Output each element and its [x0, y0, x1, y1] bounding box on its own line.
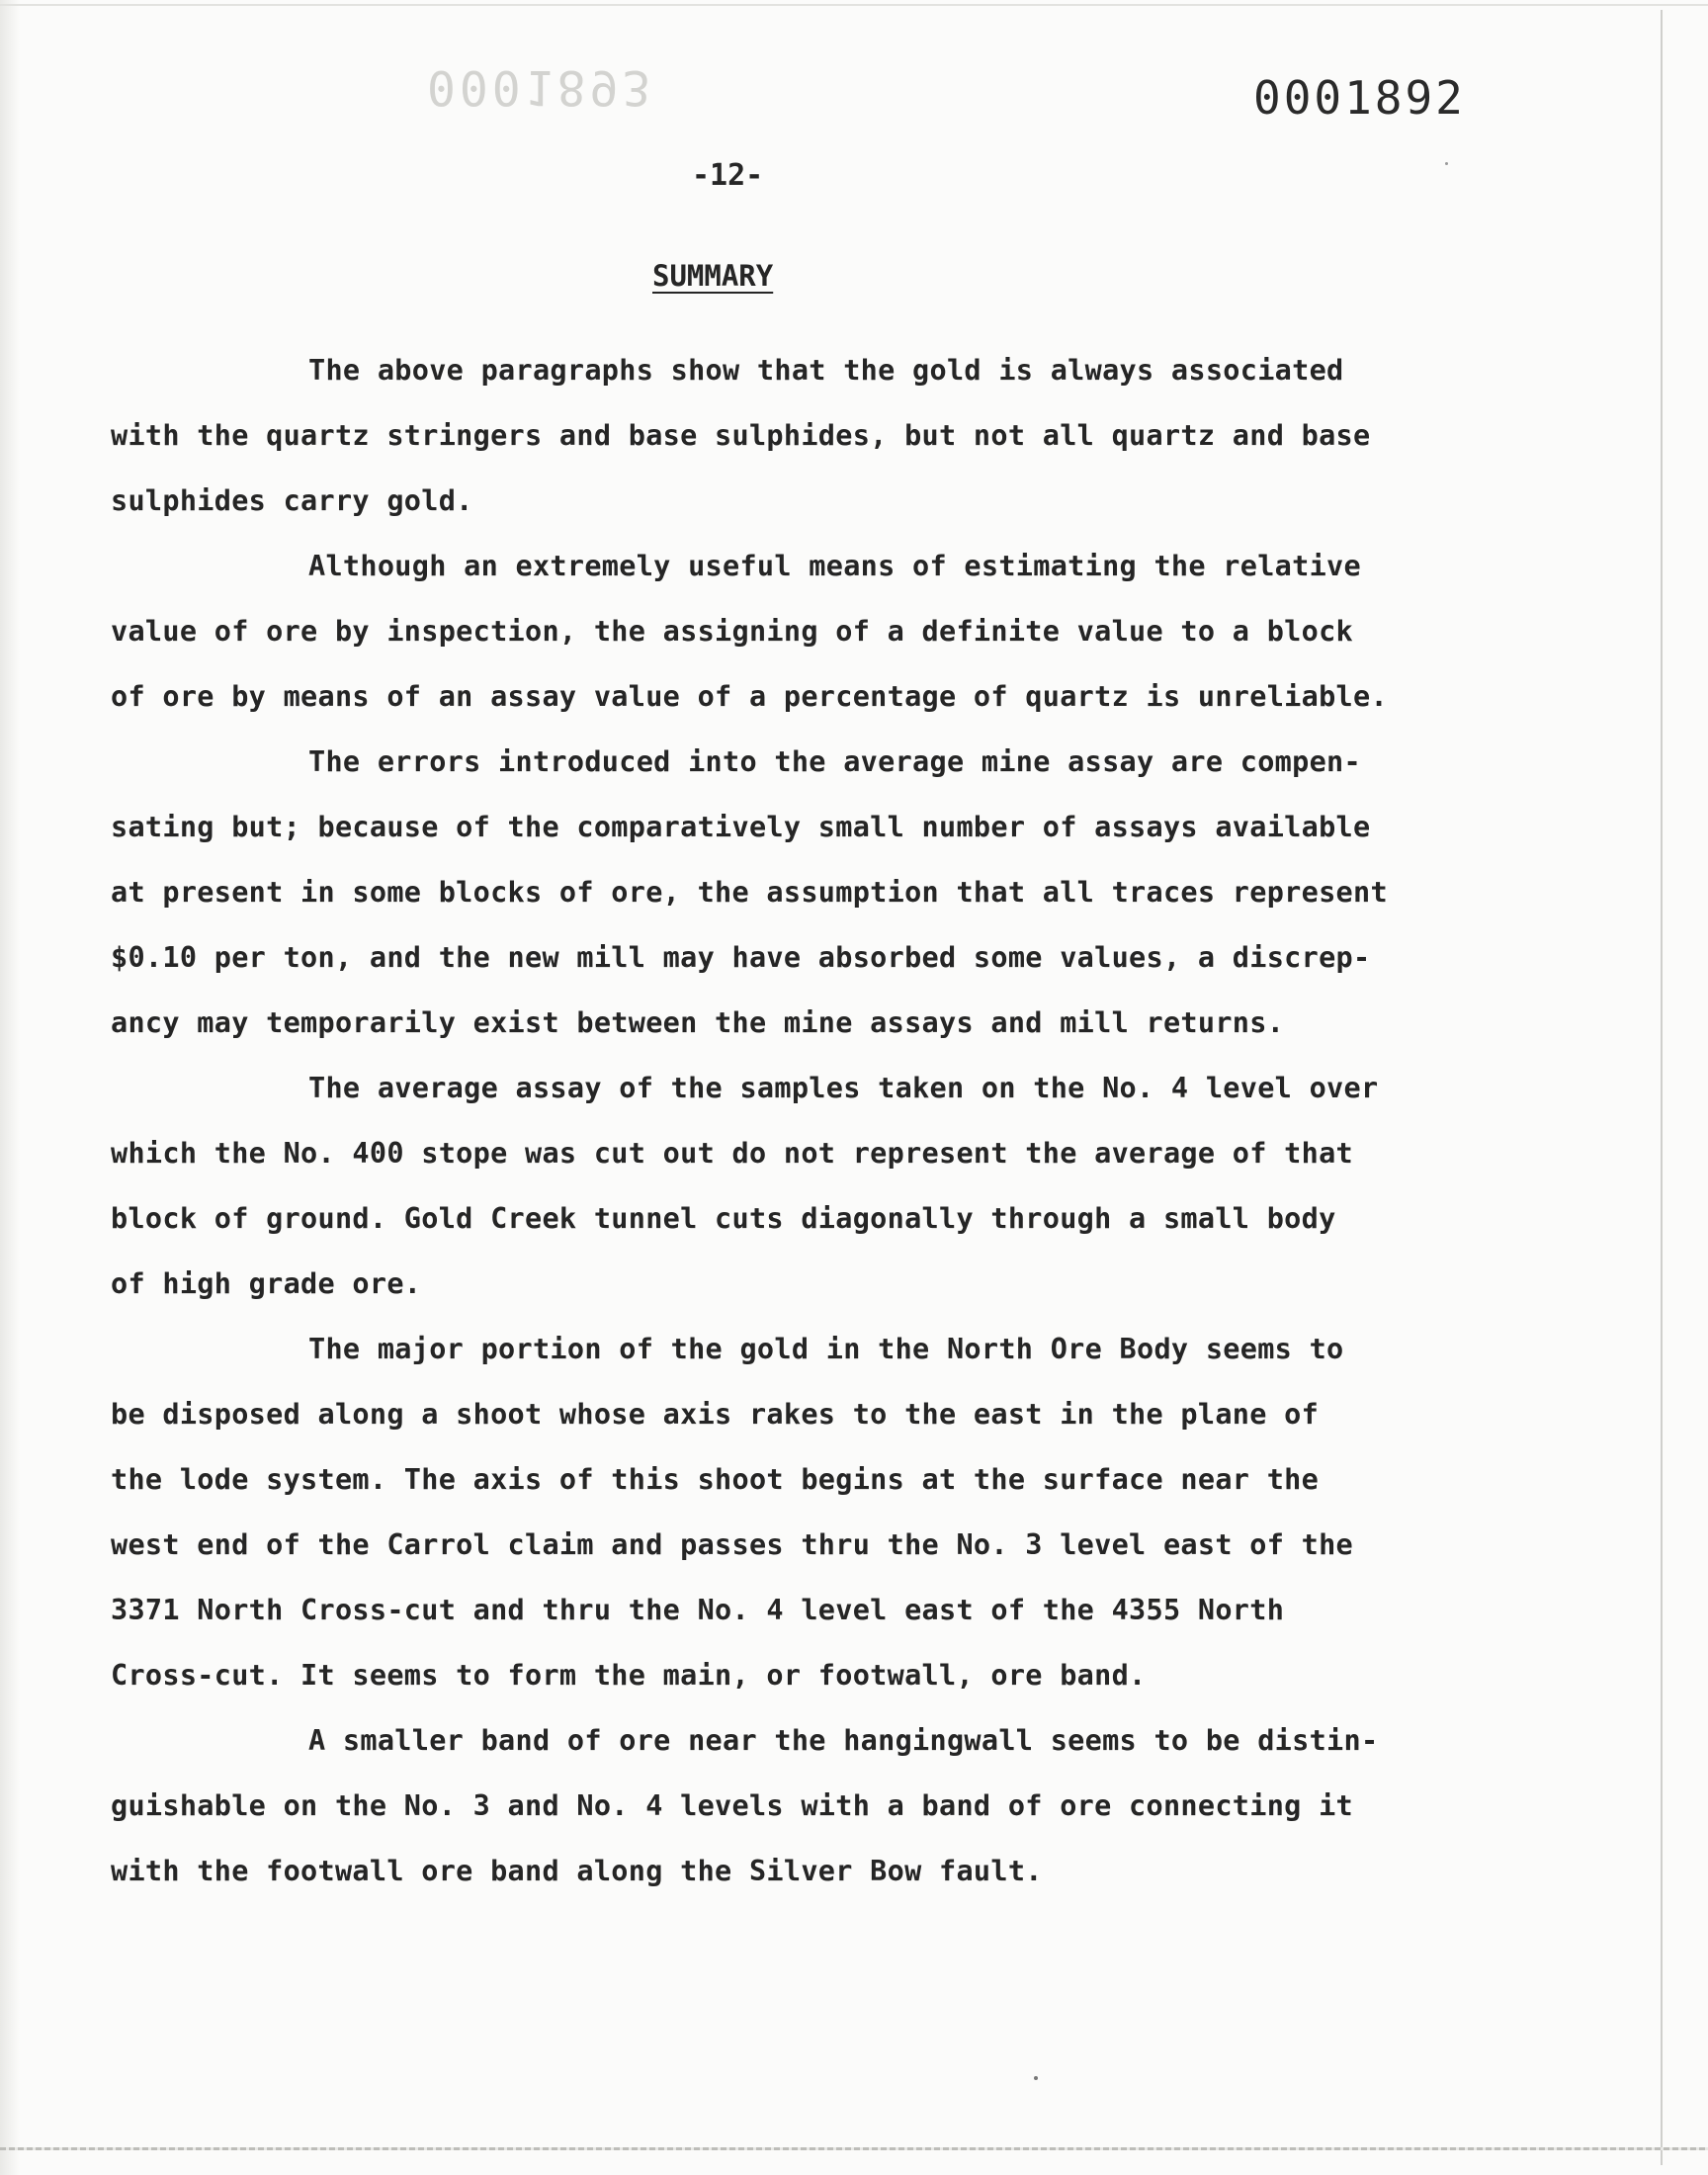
text-line: of high grade ore.	[111, 1267, 422, 1300]
text-line: 3371 North Cross-cut and thru the No. 4 level east of the 4355 North	[111, 1594, 1285, 1626]
text-line: block of ground. Gold Creek tunnel cuts diagonally through a small body	[111, 1202, 1336, 1235]
faded-bates-stamp: 0001893	[427, 59, 655, 115]
text-line: at present in some blocks of ore, the assumption that all traces represent	[111, 876, 1388, 909]
right-edge	[1661, 10, 1663, 2165]
text-line: which the No. 400 stope was cut out do not represent the average of that	[111, 1137, 1354, 1170]
text-line: The major portion of the gold in the North Ore Body seems to	[308, 1333, 1344, 1365]
text-line: west end of the Carrol claim and passes thru the No. 3 level east of the	[111, 1528, 1354, 1561]
text-line: Cross-cut. It seems to form the main, or footwall, ore band.	[111, 1659, 1147, 1692]
text-line: be disposed along a shoot whose axis rakes to the east in the plane of	[111, 1398, 1320, 1431]
text-line: of ore by means of an assay value of a percentage of quartz is unreliable.	[111, 680, 1388, 713]
summary-heading: SUMMARY	[652, 259, 774, 293]
text-line: ancy may temporarily exist between the mine assays and mill returns.	[111, 1006, 1285, 1039]
paper-speck	[1034, 2076, 1038, 2080]
text-line: sating but; because of the comparatively small number of assays available	[111, 811, 1371, 843]
text-line: with the footwall ore band along the Silver Bow fault.	[111, 1855, 1043, 1887]
text-line: Although an extremely useful means of estimating the relative	[308, 550, 1361, 582]
bates-stamp: 0001892	[1253, 71, 1466, 125]
text-line: The average assay of the samples taken on the No. 4 level over	[308, 1072, 1379, 1104]
bottom-edge	[0, 2147, 1708, 2150]
text-line: value of ore by inspection, the assigning of a definite value to a block	[111, 615, 1354, 648]
text-line: A smaller band of ore near the hangingwall seems to be distin-	[308, 1724, 1379, 1757]
page-number: -12-	[692, 158, 764, 193]
text-line: The errors introduced into the average mine assay are compen-	[308, 745, 1361, 778]
text-line: sulphides carry gold.	[111, 484, 473, 517]
text-line: with the quartz stringers and base sulphides, but not all quartz and base	[111, 419, 1371, 452]
text-line: The above paragraphs show that the gold is always associated	[308, 354, 1344, 387]
text-line: the lode system. The axis of this shoot begins at the surface near the	[111, 1463, 1320, 1496]
paper-speck	[1445, 162, 1448, 165]
text-line: $0.10 per ton, and the new mill may have absorbed some values, a discrep-	[111, 941, 1371, 974]
summary-body	[111, 354, 1583, 1920]
top-edge	[0, 4, 1708, 6]
text-line: guishable on the No. 3 and No. 4 levels with a band of ore connecting it	[111, 1789, 1354, 1822]
left-margin-shade	[0, 0, 20, 2175]
